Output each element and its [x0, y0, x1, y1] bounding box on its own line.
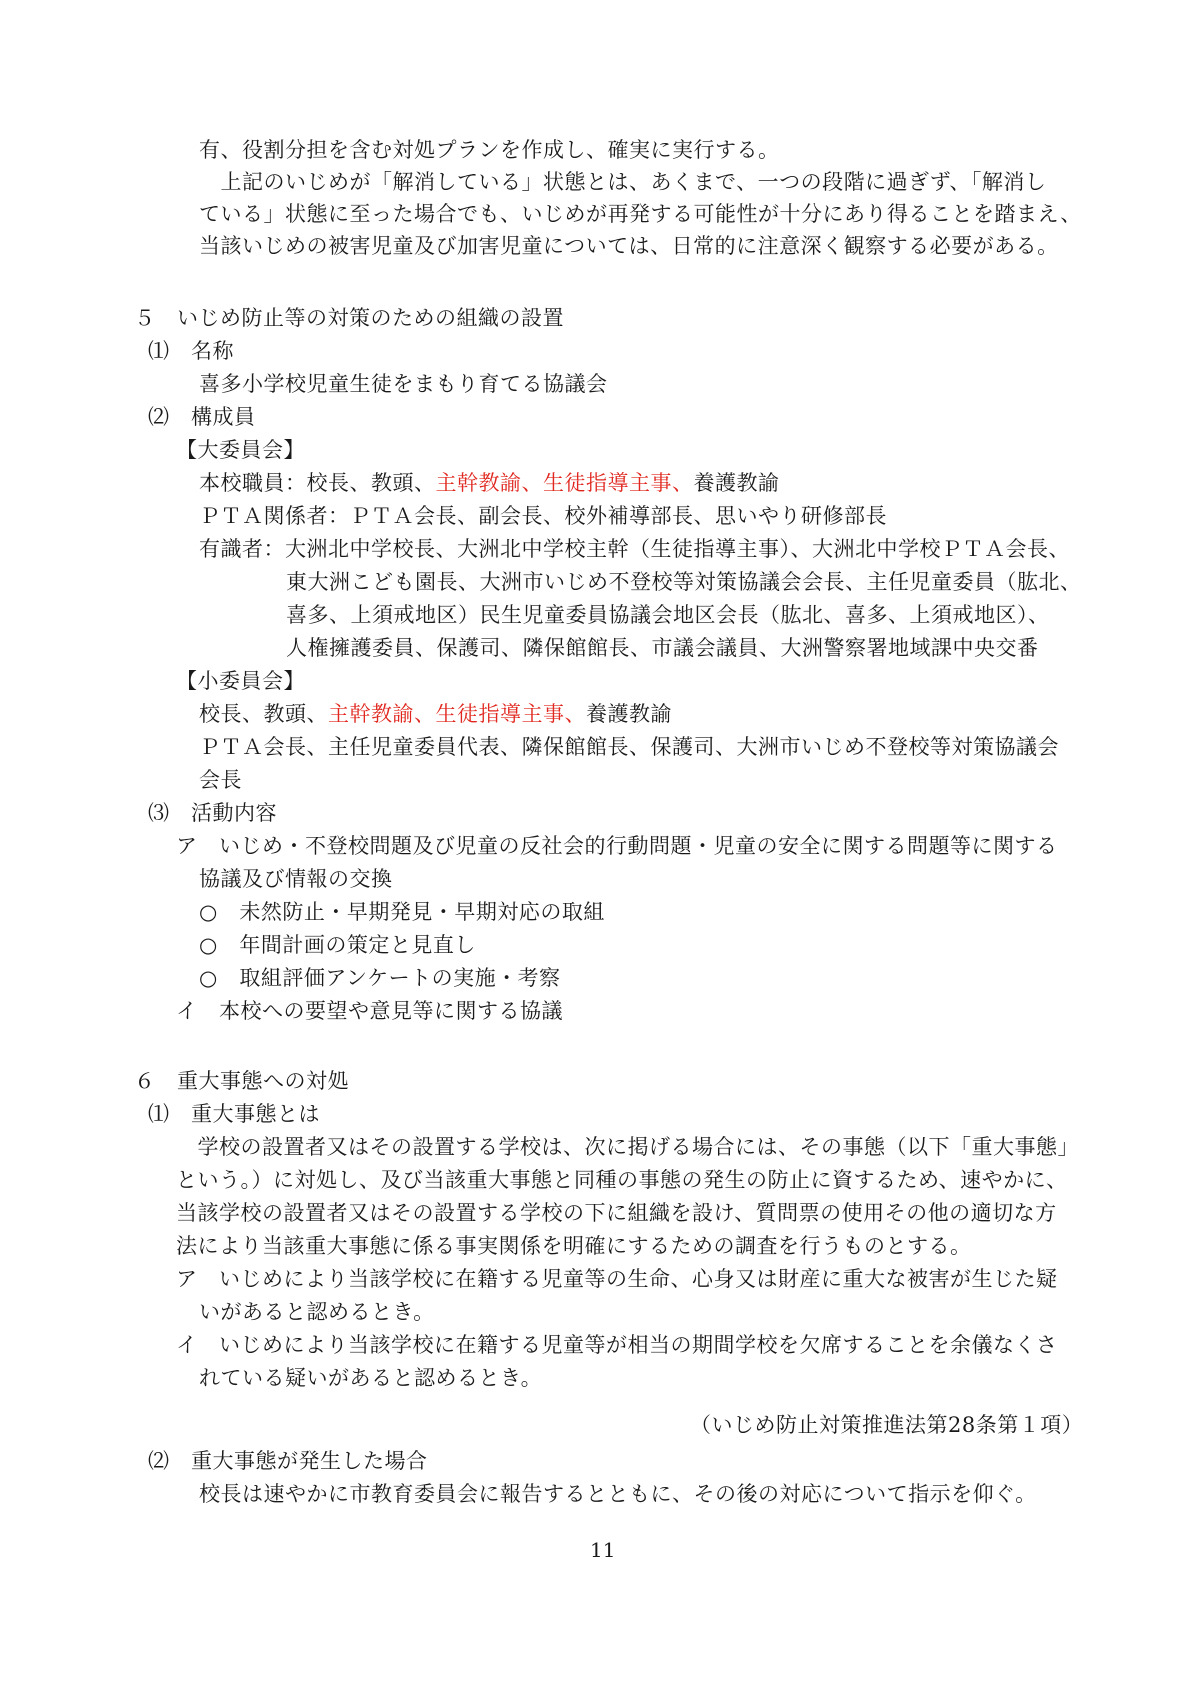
text-line: 校長は速やかに市教育委員会に報告するとともに、その後の対応について指示を仰ぐ。 — [199, 1482, 1037, 1506]
text-line: 会長 — [199, 768, 242, 792]
paragraph-line: 学校の設置者又はその設置する学校は、次に掲げる場合には、その事態（以下「重大事態」 — [176, 1135, 1079, 1159]
text-line: 喜多、上須戒地区）民生児童委員協議会地区会長（肱北、喜多、上須戒地区）、 — [286, 603, 1050, 627]
text-line: れている疑いがあると認めるとき。 — [199, 1366, 543, 1390]
page-number: 11 — [590, 1538, 616, 1562]
case-a: ア いじめにより当該学校に在籍する児童等の生命、心身又は財産に重大な被害が生じた疑 — [176, 1267, 1058, 1291]
highlighted-roles: 主幹教諭、生徒指導主事、 — [435, 471, 694, 495]
text-line: 上記のいじめが「解消している」状態とは、あくまで、一つの段階に過ぎず、「解消し — [199, 170, 1047, 194]
highlighted-roles: 主幹教諭、生徒指導主事、 — [328, 702, 586, 726]
large-committee-pta: ＰＴＡ関係者：ＰＴＡ会長、副会長、校外補導部長、思いやり研修部長 — [199, 504, 887, 528]
small-committee-label: 【小委員会】 — [176, 669, 305, 693]
large-committee-experts: 有識者：大洲北中学校長、大洲北中学校主幹（生徒指導主事）、大洲北中学校ＰＴＡ会長、 — [199, 537, 1070, 561]
case-i: イ いじめにより当該学校に在籍する児童等が相当の期間学校を欠席することを余儀なくさ — [176, 1333, 1058, 1357]
large-committee-staff: 本校職員：校長、教頭、主幹教諭、生徒指導主事、養護教諭 — [199, 471, 780, 495]
activity-bullet: ○ 年間計画の策定と見直し — [199, 933, 476, 957]
text-line: ている」状態に至った場合でも、いじめが再発する可能性が十分にあり得ることを踏まえ、 — [199, 202, 1082, 226]
subheading-members: ⑵ 構成員 — [148, 405, 256, 429]
subheading-when-occurs: ⑵ 重大事態が発生した場合 — [148, 1449, 428, 1473]
activity-a: ア いじめ・不登校問題及び児童の反社会的行動問題・児童の安全に関する問題等に関する — [176, 834, 1058, 858]
section-6-heading: ６ 重大事態への対処 — [134, 1069, 349, 1093]
subheading-serious-incident: ⑴ 重大事態とは — [148, 1102, 320, 1126]
activity-i: イ 本校への要望や意見等に関する協議 — [176, 999, 563, 1023]
activity-bullet: ○ 取組評価アンケートの実施・考察 — [199, 966, 561, 990]
subheading-activities: ⑶ 活動内容 — [148, 801, 277, 825]
small-committee-staff: 校長、教頭、主幹教諭、生徒指導主事、養護教諭 — [199, 702, 672, 726]
subheading-name: ⑴ 名称 — [148, 339, 234, 363]
text-line: 有、役割分担を含む対処プランを作成し、確実に実行する。 — [199, 138, 780, 162]
text-line: 当該いじめの被害児童及び加害児童については、日常的に注意深く観察する必要がある。 — [199, 234, 1059, 258]
large-committee-label: 【大委員会】 — [176, 438, 305, 462]
section-5-heading: ５ いじめ防止等の対策のための組織の設置 — [134, 306, 564, 330]
text-line: 協議及び情報の交換 — [199, 867, 393, 891]
paragraph-line: 法により当該重大事態に係る事実関係を明確にするための調査を行うものとする。 — [176, 1234, 972, 1258]
text-line: 東大洲こども園長、大洲市いじめ不登校等対策協議会会長、主任児童委員（肱北、 — [286, 570, 1082, 594]
activity-bullet: ○ 未然防止・早期発見・早期対応の取組 — [199, 900, 605, 924]
law-citation: （いじめ防止対策推進法第28条第１項） — [690, 1413, 1084, 1437]
paragraph-line: 当該学校の設置者又はその設置する学校の下に組織を設け、質問票の使用その他の適切な方 — [176, 1201, 1057, 1225]
small-committee-pta: ＰＴＡ会長、主任児童委員代表、隣保館館長、保護司、大洲市いじめ不登校等対策協議会 — [199, 735, 1059, 759]
organization-name: 喜多小学校児童生徒をまもり育てる協議会 — [199, 372, 608, 396]
text-line: いがあると認めるとき。 — [199, 1300, 435, 1324]
text-line: 人権擁護委員、保護司、隣保館館長、市議会議員、大洲警察署地域課中央交番 — [286, 636, 1039, 660]
paragraph-line: という。）に対処し、及び当該重大事態と同種の事態の発生の防止に資するため、速やかに、 — [176, 1168, 1068, 1192]
